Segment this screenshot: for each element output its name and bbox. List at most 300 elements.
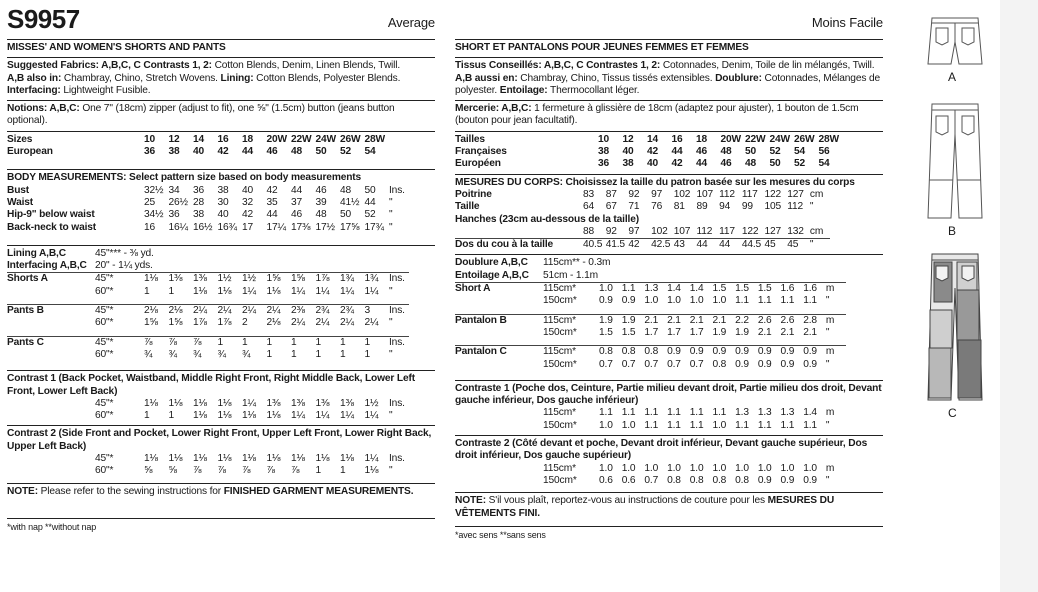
value-cell: 0.9 <box>780 474 795 486</box>
value-cell: 0.8 <box>689 474 704 486</box>
footnote-fr <box>455 526 883 541</box>
value-cell: 2⅛ <box>144 305 169 318</box>
contrast-row <box>7 465 409 477</box>
value-cell: 0.9 <box>621 295 636 307</box>
lining-row <box>455 257 743 269</box>
contrast-heading: Contrast 1 (Back Pocket, Waistband, Middle Right Front, Right Middle Back, Lower Left Front, Lower Left Back) <box>7 370 435 398</box>
value-cell: 1.1 <box>735 419 749 431</box>
row-label: Short A <box>455 283 543 296</box>
unit-cell: " <box>825 295 830 307</box>
value-cell: 2 <box>242 317 248 329</box>
value-cell: 1.4 <box>690 283 713 296</box>
row-label: Poitrine <box>455 188 492 200</box>
value-cell: 42 <box>266 184 278 196</box>
value-cell: 1.0 <box>780 462 795 474</box>
value-cell: 1.9 <box>622 314 645 327</box>
value-cell: 122 <box>741 225 759 237</box>
fabric-width: 45"* <box>95 397 114 409</box>
view-a-label: A <box>948 70 957 84</box>
value-cell: 0.9 <box>735 346 758 359</box>
value-cell: 25 <box>144 196 156 208</box>
footnote-text: *with nap **without nap <box>7 521 97 532</box>
value-cell: 1 <box>168 285 175 297</box>
value-cell: 1½ <box>242 273 267 286</box>
note-label: NOTE: <box>7 485 38 497</box>
value-cell: 1⅝ <box>267 273 292 286</box>
value-cell: 52 <box>794 158 806 170</box>
row-label <box>7 349 95 361</box>
value-cell: 1.7 <box>644 326 659 338</box>
value-cell: 1⅝ <box>168 317 183 329</box>
value-cell: 42 <box>628 239 651 252</box>
lining-yardage-block <box>7 245 435 273</box>
value-cell: ¾ <box>168 348 177 360</box>
notions-block <box>7 100 435 128</box>
value-cell: 2¼ <box>193 305 218 318</box>
value-cell: 1 <box>144 285 150 297</box>
section-title: MISSES' AND WOMEN'S SHORTS AND PANTS <box>7 39 435 54</box>
unit-cell: " <box>389 348 393 360</box>
body-heading: BODY MEASUREMENTS: Select pattern size based on body measurements <box>7 172 362 184</box>
notions-block-fr <box>455 100 883 128</box>
value-cell: 1 <box>291 336 316 349</box>
value-cell: 1⅛ <box>193 410 207 422</box>
value-cell: 46 <box>696 146 708 158</box>
value-cell: 1⅝ <box>144 317 158 329</box>
value-cell: 88 <box>583 225 595 237</box>
yardage-row <box>455 346 846 359</box>
french-row <box>455 146 863 158</box>
value-cell: 42 <box>671 158 683 170</box>
value-cell: 1.6 <box>803 283 826 296</box>
value-cell: 16¾ <box>217 221 237 233</box>
value-cell: 50 <box>364 184 376 196</box>
value-cell: 1 <box>316 336 341 349</box>
value-cell: 1⅛ <box>193 453 207 465</box>
body-measurements-table <box>7 185 409 234</box>
value-cell: 102 <box>673 188 691 200</box>
value-cell: 41.5 <box>606 239 629 252</box>
value-cell: 0.9 <box>758 346 781 359</box>
body-measurements-block-fr <box>455 174 883 252</box>
value-cell: 0.7 <box>667 358 681 370</box>
value-cell: 1¼ <box>242 285 256 297</box>
lining-table-fr <box>455 257 743 282</box>
lining-text: Cotton Blends, Polyester Blends. <box>253 72 401 84</box>
value-cell: 1.0 <box>689 462 704 474</box>
unit-cell <box>843 146 863 158</box>
body-measurements-table-fr <box>455 189 830 251</box>
value-cell: 1⅛ <box>193 285 207 297</box>
value-cell: 1 <box>315 348 322 360</box>
fabric-width: 150cm* <box>543 295 577 307</box>
value-cell: 10 <box>598 133 610 145</box>
value-cell: 48 <box>315 209 327 221</box>
note-block-fr <box>455 492 883 520</box>
lining-row <box>7 260 295 272</box>
value-cell: 1.1 <box>644 419 659 431</box>
value-cell: 52 <box>364 209 376 221</box>
unit-cell: " <box>389 410 393 422</box>
body-heading-fr: MESURES DU CORPS: Choisissez la taille du patron basée sur les mesures du corps <box>455 176 855 188</box>
row-label: Pants B <box>7 305 95 318</box>
value-cell: 107 <box>696 188 713 200</box>
value-cell: 44 <box>242 146 254 158</box>
value-cell: 127 <box>787 188 804 200</box>
row-label: Tailles <box>455 133 485 145</box>
value-cell: 1 <box>218 336 243 349</box>
yardage-row <box>7 336 409 349</box>
value-cell: 1¼ <box>315 285 330 297</box>
value-cell: 16 <box>671 133 683 145</box>
value-cell: 44 <box>364 196 376 208</box>
notions-label: Notions: A,B,C: <box>7 103 80 115</box>
value-cell: 122 <box>764 188 782 200</box>
value-cell: 0.8 <box>712 358 727 370</box>
unit-cell: Ins. <box>389 453 405 465</box>
row-label: Françaises <box>455 146 507 158</box>
value-cell: 38 <box>168 146 180 158</box>
value-cell: 1.0 <box>667 462 681 474</box>
contrast-row <box>455 420 846 432</box>
value-cell: 17⅜ <box>291 221 311 233</box>
value-cell: 97 <box>651 188 663 200</box>
body-row <box>7 209 409 221</box>
sizes-table-fr <box>455 134 863 171</box>
value-cell: 48 <box>745 158 757 170</box>
value-cell: ⅞ <box>266 465 275 477</box>
value-cell: 42 <box>242 209 254 221</box>
value-cell: 18 <box>242 133 254 145</box>
value-cell: 1.1 <box>735 295 749 307</box>
value-cell: 71 <box>628 201 640 213</box>
row-label: Entoilage A,B,C <box>455 269 529 281</box>
unit-cell: " <box>389 221 393 233</box>
row-label <box>455 359 543 371</box>
yardage-row <box>7 305 409 318</box>
also-label-fr: A,B aussi en: <box>455 72 518 84</box>
value-cell: 2.6 <box>781 314 804 327</box>
value-cell: 112 <box>787 201 803 213</box>
row-label <box>455 463 543 475</box>
contrast-heading: Contrast 2 (Side Front and Pocket, Lower Right Front, Upper Left Front, Lower Right Back, Upper Left Back) <box>7 425 435 453</box>
value-cell: 0.7 <box>644 358 659 370</box>
note-text-fr: S'il vous plaît, reportez-vous au instructions de couture pour les <box>485 495 768 507</box>
value-cell: 1¼ <box>291 410 305 422</box>
yardage-row <box>7 349 409 361</box>
also-label: A,B also in: <box>7 72 62 84</box>
row-label: Pants C <box>7 336 95 349</box>
value-cell: 0.7 <box>599 358 613 370</box>
view-a-shorts-drawing <box>912 14 998 70</box>
body-row <box>7 185 409 197</box>
value-cell: 1⅛ <box>242 453 256 465</box>
unit-cell: " <box>825 474 830 486</box>
fabric-width: 150cm* <box>543 474 577 486</box>
value-cell: 1 <box>315 465 322 477</box>
value-cell: 92 <box>628 188 640 200</box>
row-label <box>7 465 95 477</box>
interfacing-text-fr: Thermocollant léger. <box>547 84 640 96</box>
value-cell: 2¼ <box>315 317 330 329</box>
row-label: Shorts A <box>7 273 95 286</box>
unit-cell: " <box>809 201 814 213</box>
value-cell: 0.8 <box>667 474 681 486</box>
unit-cell: m <box>825 462 835 474</box>
value-cell: 1.1 <box>757 419 772 431</box>
value-cell: 117 <box>719 225 735 237</box>
sizes-row <box>7 134 409 146</box>
value-cell: 112 <box>696 225 713 237</box>
value-cell: 1⅛ <box>168 453 183 465</box>
value-cell: 1 <box>340 465 346 477</box>
fabric-width: 60"* <box>95 410 114 422</box>
unit-cell: " <box>389 317 393 329</box>
unit-cell <box>843 134 863 146</box>
value-cell: 41½ <box>340 196 360 208</box>
unit-cell: " <box>389 285 393 297</box>
value-cell: 1⅛ <box>315 453 330 465</box>
value-cell: 1.1 <box>689 419 704 431</box>
value-cell: 1.1 <box>712 407 727 419</box>
value-cell: 44 <box>291 184 303 196</box>
value-cell: 48 <box>720 146 732 158</box>
difficulty-label: Average <box>387 15 435 30</box>
value-cell: 94 <box>719 201 731 213</box>
value-cell: 10 <box>144 133 156 145</box>
value-cell: 1 <box>365 336 390 349</box>
value-cell: 112 <box>719 188 735 200</box>
row-label: Bust <box>7 184 30 196</box>
value-cell: 40 <box>217 209 229 221</box>
lining-row <box>7 248 295 260</box>
row-label: Taille <box>455 201 480 213</box>
value-cell: 0.7 <box>644 474 659 486</box>
value-cell: 0.9 <box>690 346 713 359</box>
unit-cell: Ins. <box>389 336 409 349</box>
value-cell: 1.0 <box>599 419 613 431</box>
value-cell: 1⅛ <box>266 285 281 297</box>
row-label <box>455 420 543 432</box>
value-cell: 1¾ <box>340 273 365 286</box>
fabric-width: 45"* <box>95 273 144 286</box>
value-cell: 17¼ <box>266 221 286 233</box>
value-cell: 1⅛ <box>242 410 256 422</box>
row-label <box>7 317 95 329</box>
value-cell: 38 <box>193 209 205 221</box>
value-cell: 38 <box>217 184 229 196</box>
value-cell: 26W <box>340 133 361 145</box>
value-cell: 1¼ <box>340 285 354 297</box>
value-cell: 0.9 <box>599 295 613 307</box>
value-cell: ⅞ <box>169 336 194 349</box>
value-cell: 1.1 <box>689 407 704 419</box>
yardage-row <box>455 295 846 307</box>
value-cell: 38 <box>598 146 610 158</box>
value-cell: ⅞ <box>217 465 226 477</box>
value-cell: 1.1 <box>780 419 795 431</box>
value-cell: 36 <box>598 158 610 170</box>
value-cell: 1⅜ <box>266 397 281 409</box>
value-cell: 0.9 <box>803 346 826 359</box>
value-cell: 1¼ <box>364 285 379 297</box>
value-cell: 0.9 <box>757 474 772 486</box>
note-text: Please refer to the sewing instructions for <box>37 485 224 497</box>
value-cell: 28W <box>364 133 385 145</box>
value-cell: 1¼ <box>315 410 330 422</box>
value-cell: 45 <box>787 239 810 252</box>
value-cell: 37 <box>291 196 303 208</box>
contrast-yardage-fr <box>455 380 883 487</box>
yardage-row <box>455 283 846 296</box>
value-cell: 16 <box>144 221 156 233</box>
value-cell: 2.1 <box>667 314 690 327</box>
row-label <box>7 398 95 410</box>
value-cell: 1 <box>340 336 365 349</box>
value-cell: 12 <box>168 133 180 145</box>
interfacing-text: Lightweight Fusible. <box>60 84 151 96</box>
unit-cell: m <box>826 346 846 359</box>
english-column <box>7 4 435 533</box>
european-row <box>455 158 863 170</box>
note-block <box>7 483 435 498</box>
value-cell: 1 <box>266 348 273 360</box>
value-cell: 1¼ <box>364 410 379 422</box>
fabrics-text-fr: Cotonnades, Denim, Toile de lin mélangés, Twill. <box>660 60 875 72</box>
value-cell: 1⅛ <box>144 397 158 409</box>
value-cell: 1⅛ <box>340 453 354 465</box>
note-bold-fr: MESURES DU VÊTEMENTS FINI. <box>455 495 835 519</box>
unit-cell: " <box>389 465 393 477</box>
value-cell: 32½ <box>144 184 164 196</box>
row-label: Européen <box>455 158 501 170</box>
value-cell: 16½ <box>193 221 213 233</box>
value-cell: 20W <box>720 133 741 145</box>
value-cell: 35 <box>266 196 278 208</box>
unit-cell: cm <box>809 188 824 200</box>
also-text-fr: Chambray, Chino, Tissus tissés extensibles. <box>517 72 716 84</box>
value-cell: 1⅛ <box>364 465 379 477</box>
difficulty-label-fr: Moins Facile <box>811 15 883 30</box>
value-cell: 1.0 <box>644 295 659 307</box>
value-cell: 1.1 <box>757 295 772 307</box>
value-cell: 1.5 <box>758 283 781 296</box>
value-cell: 50 <box>340 209 352 221</box>
value-cell: ⅝ <box>168 465 177 477</box>
yardage-row <box>455 314 846 327</box>
value-cell: 1⅞ <box>193 317 207 329</box>
hip-label: Hanches (23cm au-dessous de la taille) <box>455 213 639 225</box>
value-cell: 50 <box>745 146 757 158</box>
lining-label-fr: Doublure: <box>715 72 762 84</box>
value-cell: 17 <box>242 221 254 233</box>
view-c-patchwork-pants-drawing <box>912 250 998 404</box>
yardage-table-fr <box>455 282 846 377</box>
value-cell: 32 <box>242 196 254 208</box>
value-cell: 56 <box>818 146 830 158</box>
row-label: Dos du cou à la taille <box>455 239 583 252</box>
value-cell: 2.8 <box>803 314 826 327</box>
value-cell: 1 <box>242 336 267 349</box>
value-cell: 1⅛ <box>266 453 281 465</box>
value-cell: 34½ <box>144 209 164 221</box>
value-cell: 2⅛ <box>266 317 281 329</box>
fabric-width: 115cm* <box>543 407 576 419</box>
value-cell: 1.0 <box>599 462 613 474</box>
value-cell: 1.1 <box>599 407 613 419</box>
value-cell: 0.8 <box>735 474 749 486</box>
yardage-row <box>7 273 409 286</box>
value-cell: 12 <box>622 133 634 145</box>
value-cell: 22W <box>291 133 312 145</box>
value-cell: 1.5 <box>599 326 613 338</box>
value-cell: 1.0 <box>803 462 817 474</box>
notions-text: One 7" (18cm) zipper (adjust to fit), one ⅝" (1.5cm) button (jeans button optional). <box>7 103 395 127</box>
value-cell: 2.1 <box>803 326 817 338</box>
value-cell: 102 <box>651 225 668 237</box>
value-cell: 1⅜ <box>291 397 305 409</box>
body-row <box>455 201 830 213</box>
value-cell: 0.9 <box>803 474 817 486</box>
value-cell: ⅞ <box>144 336 169 349</box>
value-cell: 17¾ <box>364 221 384 233</box>
row-label <box>7 453 95 465</box>
value-cell: ¾ <box>217 348 226 360</box>
value-cell: 54 <box>818 158 830 170</box>
value-cell: 40 <box>193 146 205 158</box>
note-bold: FINISHED GARMENT MEASUREMENTS. <box>223 485 414 497</box>
value-cell: 1⅛ <box>168 397 183 409</box>
row-label: Pantalon B <box>455 314 543 327</box>
fabric-width: 115cm* <box>543 346 599 359</box>
value-cell: 46 <box>720 158 732 170</box>
value-cell: 1¼ <box>291 285 305 297</box>
value-cell: 45 <box>765 239 788 252</box>
value-cell: ⅝ <box>144 465 153 477</box>
value-cell: 1⅛ <box>217 410 232 422</box>
value-cell: 1.1 <box>667 407 681 419</box>
value-cell: 1⅛ <box>193 397 207 409</box>
contrast-row <box>7 410 409 422</box>
interfacing-label-fr: Entoilage: <box>499 84 548 96</box>
value-cell: 1 <box>364 348 371 360</box>
row-label: Hip-9" below waist <box>7 209 95 221</box>
value-cell: 28W <box>818 133 839 145</box>
value-cell: 40 <box>242 184 254 196</box>
fabric-width: 115cm* <box>543 462 576 474</box>
value-cell: 1.1 <box>621 407 636 419</box>
neck-row <box>455 239 830 252</box>
fabrics-label-fr: Tissus Conseillés: A,B,C, C Contrastes 1, 2: <box>455 60 661 72</box>
value-cell: 40.5 <box>583 239 606 252</box>
value-cell: 54 <box>364 146 376 158</box>
sizes-block <box>7 131 435 159</box>
value-cell: 1½ <box>218 273 243 286</box>
value-cell: 0.6 <box>621 474 636 486</box>
value-cell: 1.1 <box>803 419 817 431</box>
value-cell: 2.1 <box>644 314 667 327</box>
value-cell: 0.9 <box>781 346 804 359</box>
fabrics-block <box>7 57 435 97</box>
value-cell: 1.4 <box>667 283 690 296</box>
value-cell: 20" - 1¼ yds. <box>95 260 153 272</box>
value-cell: 48 <box>340 184 352 196</box>
body-measurements-block <box>7 169 435 233</box>
view-c-label: C <box>948 406 957 420</box>
fabrics-block-fr <box>455 57 883 97</box>
value-cell: 30 <box>217 196 229 208</box>
lining-table <box>7 248 295 273</box>
